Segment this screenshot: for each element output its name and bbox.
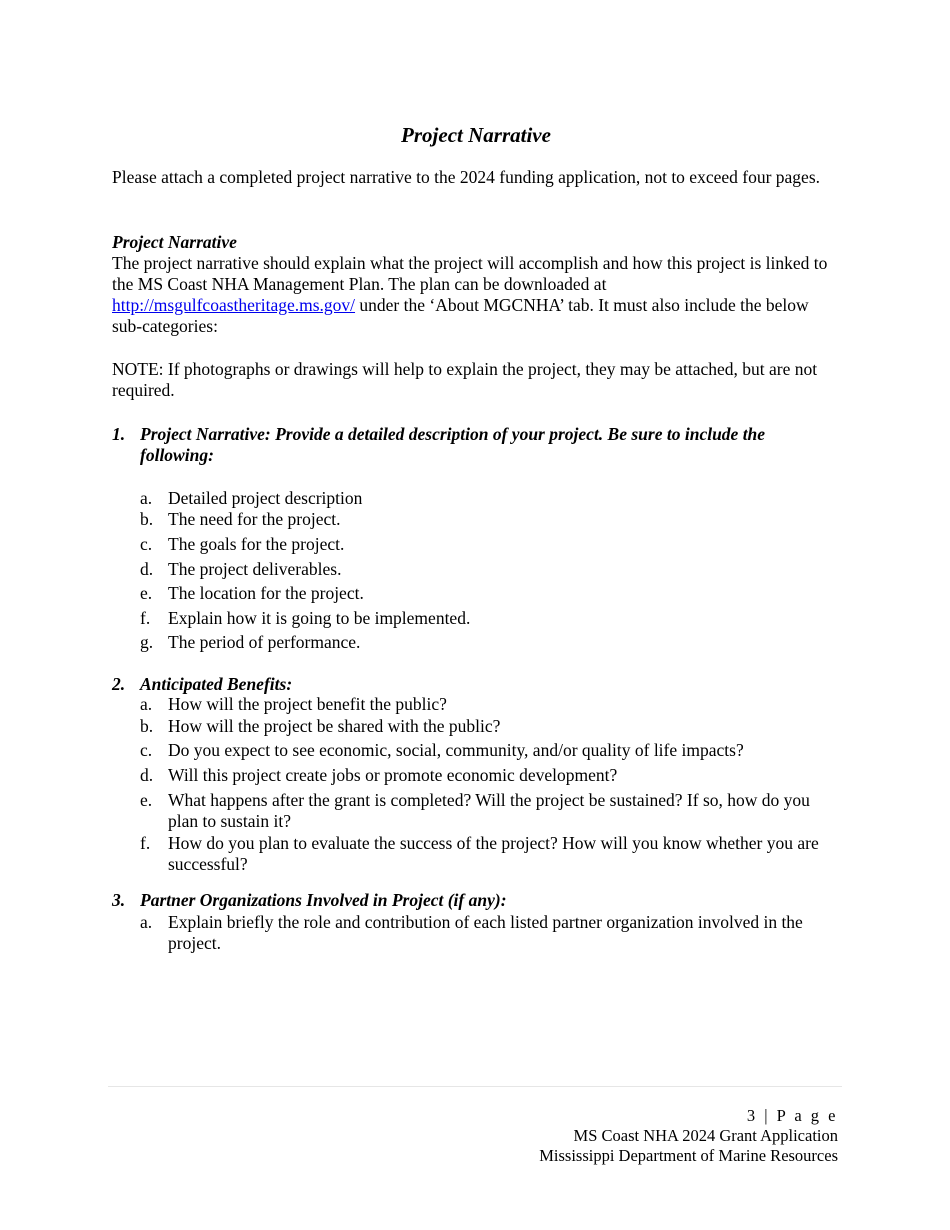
intro-paragraph: Please attach a completed project narrative to the 2024 funding application, not to exceed four pages.	[112, 167, 821, 187]
section-1-number: 1.	[112, 424, 126, 444]
section-1-heading	[112, 424, 840, 466]
page-number: 3 | P a g e	[746, 1106, 838, 1125]
list-item-text: Explain briefly the role and contribution of each listed partner organization involved in the project.	[168, 912, 803, 953]
footer-divider	[108, 1086, 842, 1087]
list-item-text: Do you expect to see economic, social, community, and/or quality of life impacts?	[168, 740, 744, 760]
list-item-letter: g.	[140, 632, 154, 652]
list-item-text: What happens after the grant is completed? Will the project be sustained? If so, how do you plan to sustain it?	[168, 790, 810, 831]
list-item-text: Will this project create jobs or promote economic development?	[168, 765, 618, 785]
list-item-letter: a.	[140, 488, 153, 508]
list-item-letter: c.	[140, 534, 153, 554]
list-item-text: How will the project be shared with the public?	[168, 716, 501, 736]
narrative-text-after-link: under the ‘About MGCNHA’ tab. It must also include the below sub-categories:	[112, 295, 809, 336]
list-item	[140, 740, 840, 761]
list-item-letter: a.	[140, 694, 153, 714]
narrative-heading: Project Narrative	[112, 232, 237, 252]
section-2-heading	[112, 674, 840, 695]
list-item-text: Explain how it is going to be implemented.	[168, 608, 471, 628]
list-item-text: The need for the project.	[168, 509, 341, 529]
list-item	[140, 790, 840, 832]
list-item	[140, 632, 840, 653]
narrative-paragraph	[112, 253, 840, 337]
list-item-letter: d.	[140, 765, 154, 785]
list-item	[140, 488, 840, 509]
list-item-text: How will the project benefit the public?	[168, 694, 447, 714]
list-item-text: The period of performance.	[168, 632, 361, 652]
list-item-letter: c.	[140, 740, 153, 760]
list-item-letter: d.	[140, 559, 154, 579]
list-item	[140, 912, 840, 954]
section-3-title: Partner Organizations Involved in Project (if any):	[140, 890, 507, 910]
note-paragraph: NOTE: If photographs or drawings will help to explain the project, they may be attached, but are not required.	[112, 359, 818, 400]
list-item	[140, 509, 840, 530]
list-item-text: How do you plan to evaluate the success of the project? How will you know whether you are successful?	[168, 833, 819, 874]
list-item	[140, 833, 840, 875]
narrative-text-before-link: The project narrative should explain what the project will accomplish and how this project is linked to the MS Coast NHA Management Plan. The plan can be downloaded at	[112, 253, 828, 294]
list-item	[140, 694, 840, 715]
page-footer	[539, 1106, 838, 1166]
list-item-text: The project deliverables.	[168, 559, 342, 579]
list-item	[140, 534, 840, 555]
list-item-letter: e.	[140, 583, 153, 603]
section-1-title: Project Narrative: Provide a detailed description of your project. Be sure to include the following:	[140, 424, 766, 465]
page-title: Project Narrative	[401, 123, 551, 147]
list-item	[140, 608, 840, 629]
list-item-text: The location for the project.	[168, 583, 364, 603]
section-2-number: 2.	[112, 674, 126, 694]
section-3-heading	[112, 890, 840, 911]
list-item	[140, 559, 840, 580]
list-item	[140, 583, 840, 604]
section-3-number: 3.	[112, 890, 126, 910]
list-item-letter: a.	[140, 912, 153, 932]
list-item-text: The goals for the project.	[168, 534, 345, 554]
section-2-title: Anticipated Benefits:	[140, 674, 293, 694]
list-item-letter: f.	[140, 608, 151, 628]
list-item	[140, 716, 840, 737]
list-item-letter: e.	[140, 790, 153, 810]
footer-department-name: Mississippi Department of Marine Resources	[539, 1146, 838, 1165]
heritage-website-link[interactable]: http://msgulfcoastheritage.ms.gov/	[112, 295, 356, 315]
footer-application-name: MS Coast NHA 2024 Grant Application	[573, 1126, 838, 1145]
list-item-text: Detailed project description	[168, 488, 363, 508]
list-item-letter: b.	[140, 509, 154, 529]
list-item	[140, 765, 840, 786]
list-item-letter: b.	[140, 716, 154, 736]
list-item-letter: f.	[140, 833, 151, 853]
